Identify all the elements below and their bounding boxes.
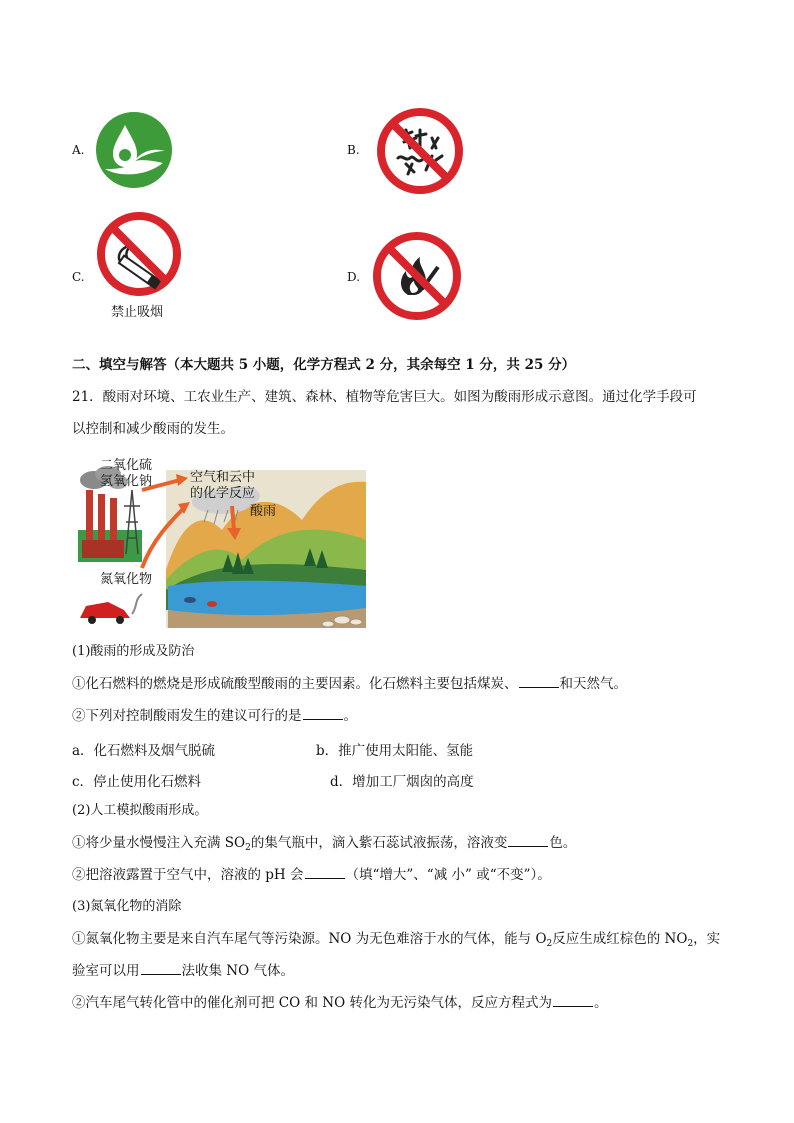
part3-question2 [72, 994, 607, 1012]
part3-question1-line2 [72, 962, 294, 980]
so2-subscript: 2 [245, 843, 251, 853]
choice-d: d．增加工厂烟囱的高度 [330, 774, 474, 790]
part1-q1-text: ①化石燃料的燃烧是形成硫酸型酸雨的主要因素。化石燃料主要包括煤炭、 [72, 676, 518, 692]
answer-blank-color[interactable] [508, 834, 548, 847]
label-reaction-2: 的化学反应 [190, 486, 256, 501]
part3-q2-text-end: 。 [593, 995, 608, 1011]
part2-q2-text-end: （填“增大”、“减 小” 或“不变”）。 [345, 867, 551, 883]
q21-intro-line1: 21．酸雨对环境、工农业生产、建筑、森林、植物等危害巨大。如图为酸雨形成示意图。通过化学手段可 [72, 389, 697, 405]
answer-blank-fuel[interactable] [519, 675, 559, 688]
o2-subscript: 2 [546, 939, 553, 949]
answer-blank-equation[interactable] [553, 994, 593, 1007]
part3-q1-text-b: 反应生成红棕色的 NO [552, 931, 688, 947]
option-d-label: D. [347, 270, 361, 284]
acid-rain-diagram [72, 450, 368, 630]
part3-q2-text: ②汽车尾气转化管中的催化剂可把 CO 和 NO 转化为无污染气体，反应方程式为 [72, 995, 552, 1011]
label-acid-rain: 酸雨 [250, 504, 277, 519]
part3-q1-text-a: ①氮氧化物主要是来自汽车尾气等污染源。NO 为无色难溶于水的气体，能与 O [72, 931, 547, 947]
part3-question1 [72, 930, 720, 953]
part2-question1 [72, 834, 576, 857]
no2-subscript: 2 [687, 939, 694, 949]
part2-question2 [72, 866, 551, 884]
choice-c: c．停止使用化石燃料 [72, 774, 202, 790]
part1-q2-text: ②下列对控制酸雨发生的建议可行的是 [72, 708, 302, 724]
choice-b: b．推广使用太阳能、氢能 [316, 743, 474, 759]
no-smoking-caption: 禁止吸烟 [111, 305, 164, 320]
option-a-label: A. [72, 143, 85, 157]
answer-blank-ph[interactable] [305, 866, 345, 879]
part3-title: (3)氮氧化物的消除 [72, 899, 182, 914]
answer-blank-suggestion[interactable] [303, 707, 343, 720]
choice-a: a．化石燃料及烟气脱硫 [72, 743, 216, 759]
water-saving-icon [95, 111, 173, 189]
part1-title: (1)酸雨的形成及防治 [72, 644, 195, 659]
part2-q1-text-end: 色。 [549, 835, 577, 851]
option-c-label: C. [72, 270, 85, 284]
option-b-label: B. [347, 143, 360, 157]
part3-q1-line2-text: 验室可以用 [72, 963, 140, 979]
part1-question2 [72, 707, 357, 725]
no-fire-icon [372, 231, 462, 321]
part2-q2-text: ②把溶液露置于空气中，溶液的 pH 会 [72, 867, 304, 883]
part1-question1 [72, 675, 627, 693]
answer-blank-collection[interactable] [141, 962, 181, 975]
part1-q1-text-end: 和天然气。 [559, 676, 627, 692]
q21-intro-line2: 以控制和减少酸雨的发生。 [72, 421, 234, 437]
label-naoh: 氢氧化钠 [100, 474, 153, 489]
label-reaction-1: 空气和云中 [190, 470, 256, 485]
label-nox: 氮氧化物 [100, 572, 153, 587]
part2-q1-text: ①将少量水慢慢注入充满 SO [72, 835, 246, 851]
part2-q1-text-mid: 的集气瓶中，滴入紫石蕊试液振荡，溶液变 [250, 835, 508, 851]
label-so2: 二氧化硫 [100, 458, 153, 473]
part3-q1-text-c: ，实 [693, 931, 721, 947]
part2-title: (2)人工模拟酸雨形成。 [72, 803, 208, 818]
no-smoking-icon [96, 211, 182, 297]
part1-q2-text-end: 。 [343, 708, 357, 724]
section-heading: 二、填空与解答（本大题共 5 小题，化学方程式 2 分，其余每空 1 分，共 25 分） [72, 357, 576, 373]
no-logging-icon [376, 108, 464, 194]
part3-q1-line2-text-end: 法收集 NO 气体。 [181, 963, 294, 979]
